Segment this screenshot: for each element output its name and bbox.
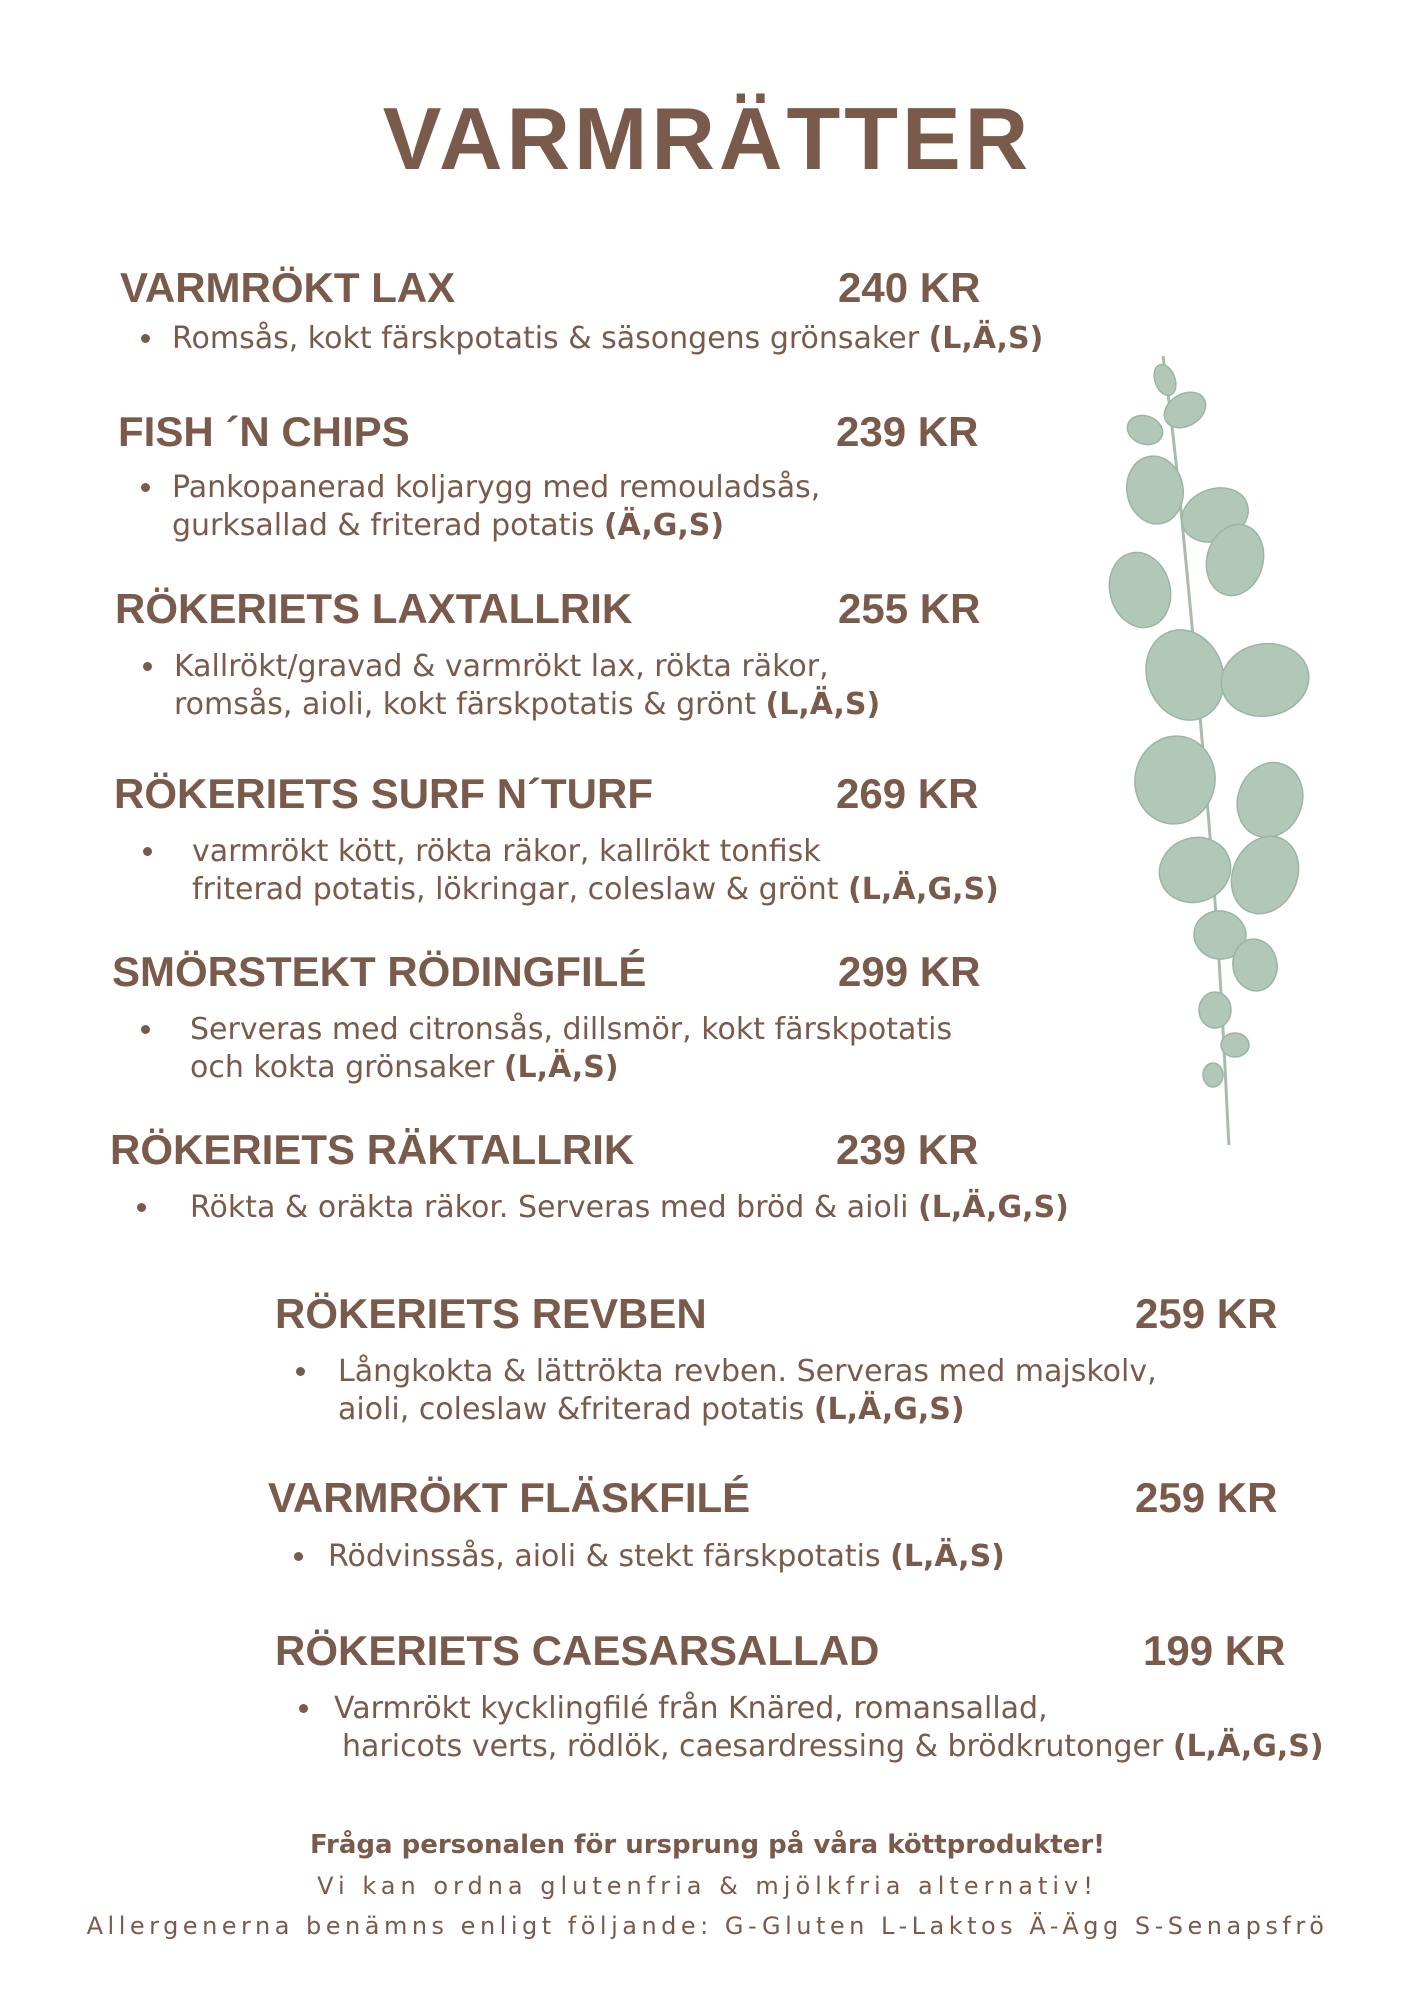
- allergen-codes: (L,Ä,G,S): [1172, 1729, 1324, 1764]
- bullet-icon: [294, 1552, 303, 1561]
- allergen-codes: (L,Ä,S): [765, 687, 881, 722]
- allergen-codes: (L,Ä,S): [890, 1539, 1005, 1574]
- bullet-icon: [299, 1704, 308, 1713]
- dish-name: RÖKERIETS CAESARSALLAD: [275, 1627, 880, 1674]
- bullet-icon: [141, 1025, 150, 1034]
- desc-line: haricots verts, rödlök, caesardressing & brödkrutonger (L,Ä,G,S): [342, 1729, 1324, 1764]
- dish-price: 259 KR: [1135, 1474, 1278, 1521]
- allergen-codes: (L,Ä,G,S): [813, 1392, 965, 1427]
- allergen-codes: (L,Ä,S): [503, 1050, 619, 1085]
- dish-description: [328, 1538, 1005, 1576]
- dish-price: 255 KR: [838, 585, 981, 632]
- dish-description: [172, 320, 1043, 358]
- desc-line: aioli, coleslaw &friterad potatis (L,Ä,G,S): [338, 1392, 965, 1427]
- bullet-icon: [141, 483, 150, 492]
- allergen-codes: (L,Ä,G,S): [848, 872, 999, 907]
- dish-description: [174, 648, 880, 724]
- menu-title: VARMRÄTTER: [382, 89, 1033, 188]
- allergen-codes: (Ä,G,S): [603, 508, 725, 543]
- desc-line: och kokta grönsaker (L,Ä,S): [190, 1050, 619, 1085]
- bullet-icon: [296, 1367, 305, 1376]
- dish-price: 239 KR: [836, 408, 979, 455]
- desc-line: Rödvinssås, aioli & stekt färskpotatis (L,Ä,S): [328, 1539, 1005, 1574]
- dish-price: 269 KR: [836, 770, 979, 817]
- dish-name: RÖKERIETS SURF N´TURF: [114, 770, 653, 817]
- dish-price: 259 KR: [1135, 1290, 1278, 1337]
- bullet-icon: [141, 334, 150, 343]
- bullet-icon: [143, 847, 152, 856]
- dish-description: [192, 833, 999, 909]
- alternatives-note: Vi kan ordna glutenfria & mjölkfria alternativ!: [317, 1872, 1098, 1900]
- desc-line: varmrökt kött, rökta räkor, kallrökt tonfisk: [192, 834, 821, 869]
- eucalyptus-branch-icon: [1105, 350, 1345, 1150]
- desc-line: Romsås, kokt färskpotatis & säsongens grönsaker (L,Ä,S): [172, 321, 1044, 356]
- bullet-icon: [143, 662, 152, 671]
- dish-description: [334, 1690, 1324, 1766]
- origin-note: Fråga personalen för ursprung på våra köttprodukter!: [309, 1830, 1106, 1860]
- desc-line: Kallrökt/gravad & varmrökt lax, rökta räkor,: [174, 649, 829, 684]
- desc-line: Långkokta & lättrökta revben. Serveras med majskolv,: [338, 1354, 1157, 1389]
- dish-price: 239 KR: [836, 1126, 979, 1173]
- dish-description: [172, 469, 820, 545]
- bullet-icon: [137, 1203, 146, 1212]
- dish-name: VARMRÖKT FLÄSKFILÉ: [268, 1474, 751, 1521]
- dish-description: [338, 1353, 1157, 1429]
- dish-description: [190, 1011, 952, 1087]
- allergen-legend: Allergenerna benämns enligt följande: G-Gluten L-Laktos Ä-Ägg S-Senapsfrö: [86, 1912, 1329, 1940]
- dish-name: RÖKERIETS LAXTALLRIK: [115, 585, 633, 632]
- dish-name: VARMRÖKT LAX: [120, 264, 456, 311]
- dish-name: RÖKERIETS REVBEN: [275, 1290, 707, 1337]
- dish-price: 240 KR: [838, 264, 981, 311]
- dish-name: RÖKERIETS RÄKTALLRIK: [110, 1126, 635, 1173]
- allergen-codes: (L,Ä,S): [928, 321, 1044, 356]
- desc-line: friterad potatis, lökringar, coleslaw & grönt (L,Ä,G,S): [192, 872, 999, 907]
- desc-line: gurksallad & friterad potatis (Ä,G,S): [172, 508, 725, 543]
- desc-line: Serveras med citronsås, dillsmör, kokt färskpotatis: [190, 1012, 953, 1047]
- desc-line: romsås, aioli, kokt färskpotatis & grönt (L,Ä,S): [174, 687, 881, 722]
- desc-line: Rökta & oräkta räkor. Serveras med bröd & aioli (L,Ä,G,S): [190, 1190, 1069, 1225]
- dish-price: 299 KR: [838, 948, 981, 995]
- dish-description: [190, 1189, 1069, 1227]
- dish-price: 199 KR: [1143, 1627, 1286, 1674]
- allergen-codes: (L,Ä,G,S): [918, 1190, 1069, 1225]
- dish-name: FISH ´N CHIPS: [118, 408, 410, 455]
- desc-line: Pankopanerad koljarygg med remouladsås,: [172, 470, 821, 505]
- dish-name: SMÖRSTEKT RÖDINGFILÉ: [112, 948, 647, 995]
- desc-line: Varmrökt kycklingfilé från Knäred, romansallad,: [334, 1691, 1048, 1726]
